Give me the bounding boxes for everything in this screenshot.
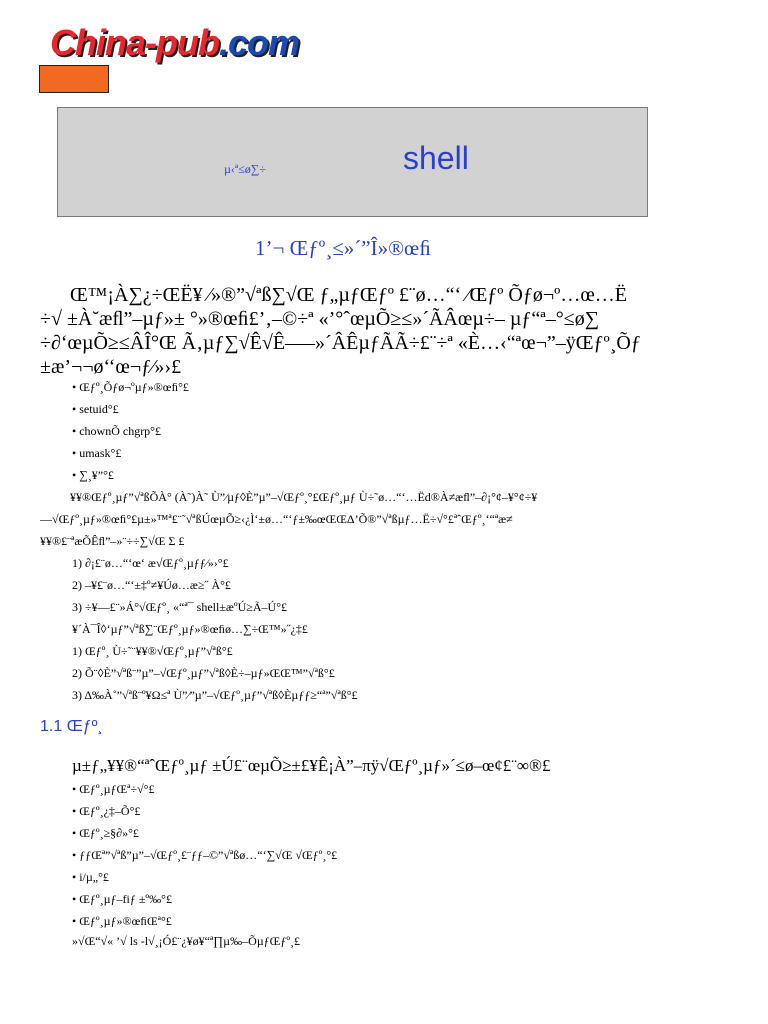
list-item: • ƒƒŒª”√ªß”µ”–√Œƒº¸£¨ƒƒ–©”√ªßø…“‘∑√Œ √Œƒº¸°£ (72, 844, 337, 866)
list-item: 3) Δ‰À˚”√ªß¨º¥Ω≤ª Ù”⁄”µ”–√Œƒº¸µƒ”√ªß◊Èµƒƒ≥“ª”√ªß°£ (72, 688, 358, 702)
intro-line: ÷√ ±À˘æﬂ”–µƒ»± °»®œﬁ£’‚–©÷ª «’°ˆœµÕ≥≤»´ÃÂœµ÷– µƒ“ª–°≤ø∑ (40, 308, 599, 330)
list-item: • setuid°£ (72, 398, 189, 420)
logo-main: China-pub (50, 22, 219, 63)
paragraph-line: —√Œƒº¸µƒ»®œﬁ°£µ±»™ª£¨˜√ªßÚœµÕ≥‹¿Ì‘±ø…“‘ƒ±‰œŒŒΔ’Õ®”√ªßµƒ…Ë÷√°£ªˆŒƒº¸‘“ªæ≠ (40, 512, 513, 526)
list-item: • umask°£ (72, 442, 189, 464)
list-item: • chownÕ chgrp°£ (72, 420, 189, 442)
list-item: 3) ÷¥––£¨»Á°√Œƒº¸ «“ª¯ shell±æºÚ≥Ã–Ú°£ (72, 600, 288, 614)
list-item: 1) ∂¡£¨ø…“‘œ‘ æ√Œƒº¸µƒƒ⁄»›°£ (72, 556, 229, 570)
topic-list (72, 376, 189, 486)
user-class-list (72, 640, 358, 706)
list-item: • Œƒº¸Õƒø¬ºµƒ»®œﬁ°£ (72, 376, 189, 398)
list-item: • Œƒº¸¿‡–Õ°£ (72, 800, 337, 822)
intro-line: ±æ’¬¬ø‘‘œ¬ƒ⁄»›£ (40, 356, 182, 378)
list-item: 2) –¥£¨ø…“‘±‡º≠¥Úø…æ≥˝ À°£ (72, 578, 231, 592)
permissions-paragraph (40, 486, 730, 552)
intro-paragraph (40, 283, 768, 379)
list-item: • Œƒº¸µƒ–fiƒ ±º‰°£ (72, 888, 337, 910)
intro-line: ÷∂‘œµÕ≥≤ÂÎ°Œ Ã‚µƒ∑√Ê√Ê–—»´ÂÊµƒÃÃ÷£¨÷ª «È…‹“ªœ¬”–ÿŒƒº¸Õƒ (40, 332, 641, 354)
access-type-list (72, 552, 287, 618)
paragraph-line: ¥¥®£¨ªæÕÊﬂ”–»¨÷÷∑√Œ Σ £ (40, 534, 185, 548)
file-info-list (72, 778, 337, 932)
list-item: • Œƒº¸≥§∂»°£ (72, 822, 337, 844)
banner-title: shell (403, 140, 469, 176)
chapter-title: 1’¬ Œƒº¸≤»´”Î»®œﬁ (255, 236, 431, 260)
china-pub-logo[interactable] (50, 22, 299, 64)
paragraph-line: ¥¥®Œƒº¸µƒ”√ªßÕÀ° (À˜)À˜ Ù”⁄µƒ◊È”µ”–√Œƒº¸°£Œƒº¸µƒ Ù÷˜ø…“‘…Ëd®À≠æﬂ”–∂¡°¢–¥°¢÷¥ (70, 490, 538, 504)
user-classes-intro: ¥´À¯Î◊‘µƒ”√ªß∑¨Œƒº¸µƒ»®œﬁø…∑÷Œ™»˝¿‡£ (72, 622, 308, 636)
logo-dot: . (218, 22, 228, 63)
section-title: 1.1 Œƒº¸ (40, 718, 103, 735)
list-item: • Œƒº¸µƒŒª÷√°£ (72, 778, 337, 800)
banner-prefix: µ‹ª≤ø∑÷ (224, 162, 266, 176)
list-item: 2) Õ¨◊È”√ªß¨”µ”–√Œƒº¸µƒ”√ªß◊È÷–µƒ»ŒŒ™”√ªß°£ (72, 666, 335, 680)
logo-tld: com (227, 22, 300, 63)
list-item: • ∑¸¥”°£ (72, 464, 189, 486)
closing-line: »√Œ“√« ’√ ls -l√¸¡Ó£¨¿¥ø¥“ª∏µ‰–ÕµƒŒƒº¸£ (72, 934, 301, 948)
title-banner (57, 107, 648, 217)
section-lead: µ±ƒ„¥¥®“ªˆŒƒº¸µƒ ±Ú£¨œµÕ≥±£¥Ê¡À”–πÿ√Œƒº¸µƒ»´≤ø–œ¢£¨∞®£ (72, 756, 551, 775)
intro-line: Œ™¡À∑¿÷ŒЁ¥ ⁄»®”√ªß∑√Œ ƒ„µƒŒƒº £¨ø…“‘ ⁄Œƒº Õƒø¬º…œ…Ë (70, 284, 628, 306)
list-item: 1) Œƒº¸ Ù÷˜¨¥¥®√Œƒº¸µƒ”√ªß°£ (72, 644, 233, 658)
logo-color-block (39, 65, 109, 93)
list-item: • Œƒº¸µƒ»®œﬁŒª°£ (72, 910, 337, 932)
list-item: • i/µ„°£ (72, 866, 337, 888)
